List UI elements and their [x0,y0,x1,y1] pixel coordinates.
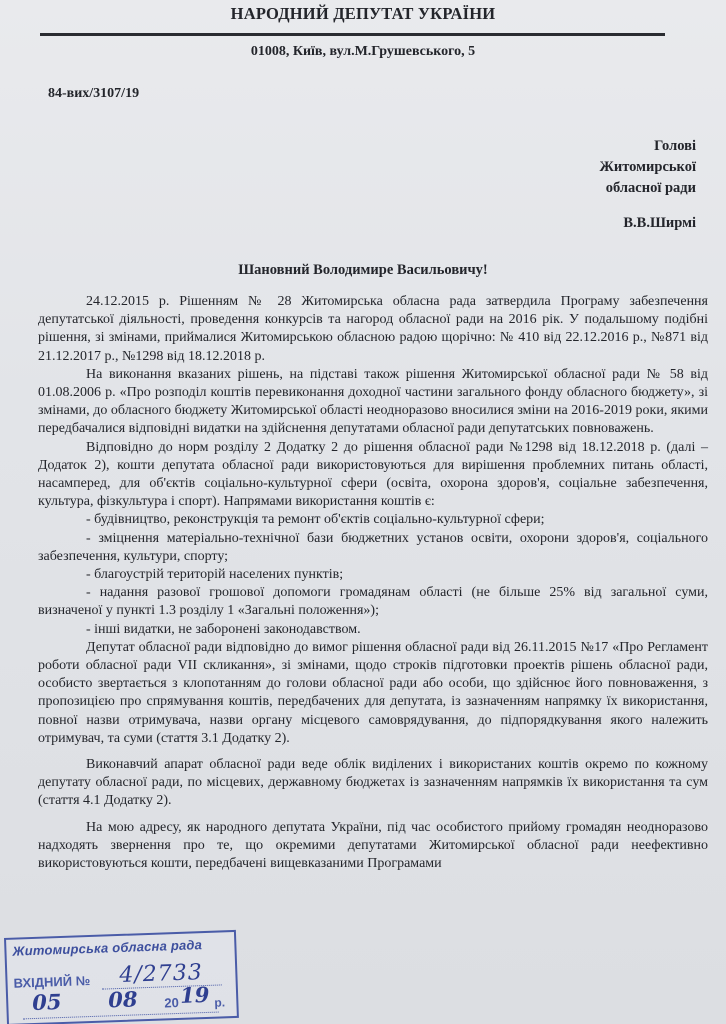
stamp-organization: Житомирська обласна рада [12,937,203,959]
paragraph-2: На виконання вказаних рішень, на підставі також рішення Житомирської обласної ради № 58 від 01.08.2006 р. «Про розподіл коштів перевиконання доходної частини загального фонду обласного бюджету», зі змінами, до обласного бюджету Житомирської області неодноразово вносилися зміни на 2016-2019 роки, якими передбачалися відповідні видатки на здійснення депутатами обласної ради депутатських повноважень. [38,366,708,437]
stamp-date-year-suffix: 19 [179,981,210,1008]
stamp-incoming-number: 4/2733 [118,960,204,988]
paragraph-4: Депутат обласної ради відповідно до вимог рішення обласної ради від 26.11.2015 №17 «Про Регламент роботи обласної ради VII скликання», зі змінами, щодо строків підготовки проектів рішень обласної ради, особисто звертається з клопотанням до голови обласної ради або особи, що здійснює його повноваження, з пропозицією про спрямування коштів, передбачених для депутата, із зазначенням напрямку їх використання, повної назви отримувача, назви органу місцевого самоврядування, до підпорядкування якого належить отримувач, та суми (стаття 3.1 Додатку 2). [38,639,708,746]
paragraph-3: Відповідно до норм розділу 2 Додатку 2 до рішення обласної ради №1298 від 18.12.2018 р. (далі – Додаток 2), кошти депутата обласної ради використовуються для вирішення проблемних питань області, насамперед, для об'єктів соціально-культурної сфери (освіта, охорона здоров'я, соціальне забезпечення, культура, фізкультура і спорт). Напрямами використання коштів є: [38,439,708,510]
letter-body [38,293,708,873]
recipient-line-3: обласної ради [605,180,696,196]
letterhead-address: 01008, Київ, вул.М.Грушевського, 5 [250,44,476,59]
stamp-incoming-label: ВХІДНИЙ № [13,973,91,991]
paragraph-6: На мою адресу, як народного депутата України, під час особистого прийому громадян неодноразово надходять звернення про те, що окремими депутатами Житомирської обласної ради неефективно використовуються кошти, передбачені вищевказаними Програмами [38,819,708,872]
list-item: - будівництво, реконструкція та ремонт об'єктів соціально-культурної сфери; [86,512,545,528]
recipient-name: В.В.Ширмі [623,215,696,231]
stamp-date-day: 05 [31,989,62,1016]
letterhead-title: НАРОДНИЙ ДЕПУТАТ УКРАЇНИ [230,4,496,23]
stamp-date-month: 08 [107,986,138,1013]
stamp-date-year-mark: р. [214,995,226,1010]
recipient-line-2: Житомирської [599,159,696,175]
paragraph-1: 24.12.2015 р. Рішенням № 28 Житомирська обласна рада затвердила Програму забезпечення депутатської діяльності, проведення конкурсів та нагород обласної ради на 2016 рік. У подальшому подібні рішення, зі змінами, приймалися Житомирською обласною радою щорічно: № 410 від 22.12.2016 р., №871 від 21.12.2017 р., №1298 від 18.12.2018 р. [38,294,708,364]
incoming-registration-stamp [4,930,239,1024]
list-item: - благоустрій територій населених пунктів; [86,567,344,583]
list-item: - зміцнення матеріально-технічної бази бюджетних установ освіти, охорони здоров'я, соціального забезпечення, культури, спорту; [38,530,708,564]
list-item: - надання разової грошової допомоги громадянам області (не більше 25% від загальної суми, визначеної у пункті 1.3 розділу 1 «Загальні положення»); [38,585,708,619]
list-item: - інші видатки, не заборонені законодавством. [86,621,361,637]
paragraph-5: Виконавчий апарат обласної ради веде облік виділених і використаних коштів окремо по кожному депутату обласної ради, по місцевих, державному бюджетах із зазначенням напрямків їх використання та сум (стаття 4.1 Додатку 2). [38,757,708,809]
recipient-line-1: Голові [654,138,696,154]
recipient-block [600,136,696,234]
letterhead-divider [40,33,665,36]
salutation: Шановний Володимире Васильовичу! [238,262,488,278]
stamp-date-year-prefix: 20 [164,994,180,1011]
outgoing-reference-number: 84-вих/3107/19 [48,86,140,101]
